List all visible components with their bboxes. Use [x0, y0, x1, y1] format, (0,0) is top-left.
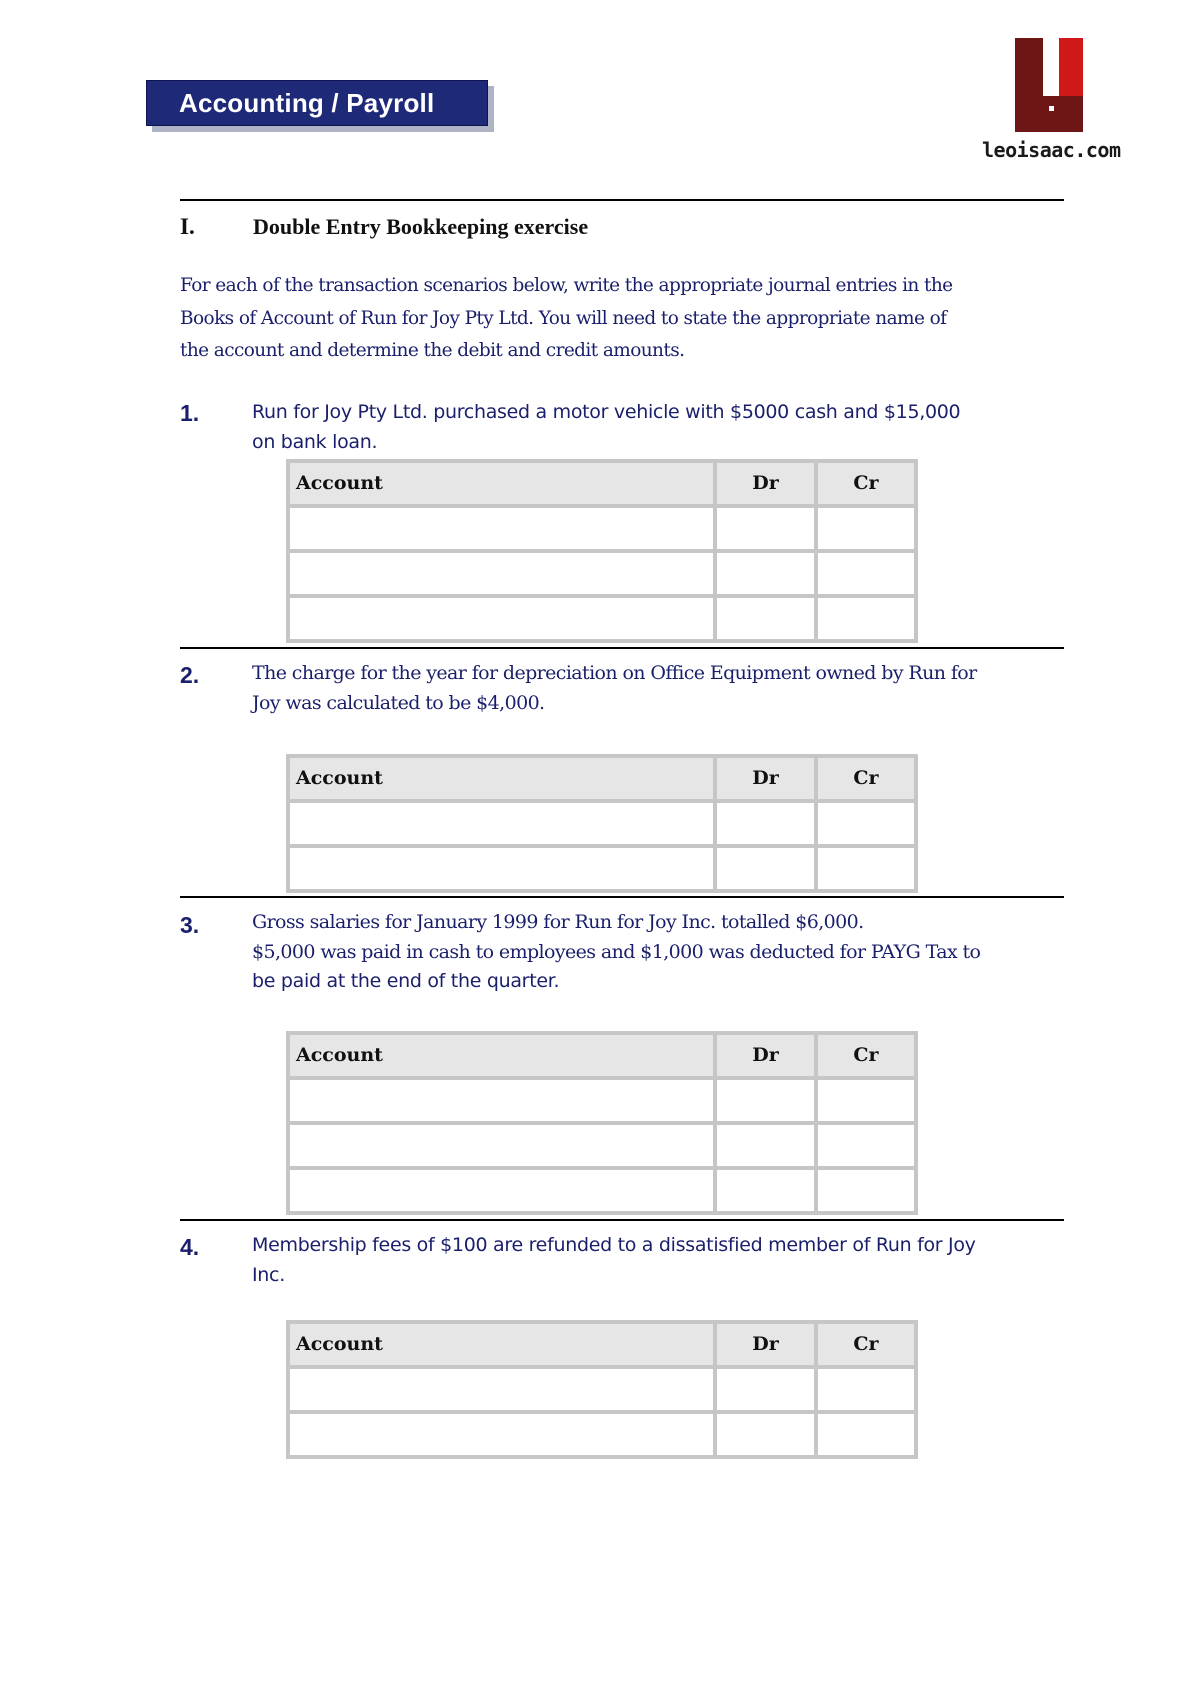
account-cell[interactable]: [290, 598, 713, 639]
table-row: [290, 1414, 914, 1455]
question-line: Run for Joy Pty Ltd. purchased a motor vehicle with $5000 cash and $15,000: [252, 401, 961, 423]
header-cr: Cr: [853, 767, 879, 789]
credit-cell[interactable]: [818, 1170, 914, 1211]
question-line: Gross salaries for January 1999 for Run for Joy Inc. totalled $6,000.: [252, 911, 864, 933]
header-cr: Cr: [853, 1333, 879, 1355]
question-line: The charge for the year for depreciation on Office Equipment owned by Run for: [252, 662, 977, 684]
debit-cell[interactable]: [717, 553, 814, 594]
journal-table-3: [286, 1031, 918, 1215]
question-line: Joy was calculated to be $4,000.: [252, 691, 545, 714]
logo-text: leoisaac.com: [982, 138, 1121, 162]
account-cell[interactable]: [290, 1080, 713, 1121]
header-dr: Dr: [752, 767, 779, 789]
debit-cell[interactable]: [717, 598, 814, 639]
question-2-text: [252, 659, 1062, 718]
intro-line: the account and determine the debit and credit amounts.: [180, 340, 685, 361]
account-cell[interactable]: [290, 803, 713, 844]
leoisaac-logo-icon: [1015, 38, 1083, 132]
question-4-number: 4.: [180, 1234, 200, 1260]
table-row: [290, 1125, 914, 1166]
journal-table-1: [286, 459, 918, 643]
header-dr: Dr: [752, 1333, 779, 1355]
credit-cell[interactable]: [818, 1369, 914, 1410]
credit-cell[interactable]: [818, 1125, 914, 1166]
credit-cell[interactable]: [818, 848, 914, 889]
credit-cell[interactable]: [818, 553, 914, 594]
section-title: Double Entry Bookkeeping exercise: [253, 214, 589, 239]
divider-3: [180, 1219, 1064, 1221]
account-cell[interactable]: [290, 553, 713, 594]
credit-cell[interactable]: [818, 598, 914, 639]
table-row: [290, 1369, 914, 1410]
journal-table-2: [286, 754, 918, 893]
question-line: $5,000 was paid in cash to employees and $1,000 was deducted for PAYG Tax to: [252, 940, 981, 963]
debit-cell[interactable]: [717, 1080, 814, 1121]
question-1-number: 1.: [180, 400, 200, 426]
intro-line: Books of Account of Run for Joy Pty Ltd. You will need to state the appropriate name of: [180, 307, 947, 329]
intro-line: For each of the transaction scenarios below, write the appropriate journal entries in the: [180, 275, 953, 296]
header-account: Account: [296, 1044, 383, 1066]
debit-cell[interactable]: [717, 1125, 814, 1166]
header-cr: Cr: [853, 1044, 879, 1066]
table-row: [290, 553, 914, 594]
header-account: Account: [296, 472, 383, 494]
question-3-text: [252, 908, 1062, 997]
account-cell[interactable]: [290, 1170, 713, 1211]
intro-paragraph: [180, 270, 1060, 368]
debit-cell[interactable]: [717, 803, 814, 844]
table-header-row: [290, 463, 914, 504]
question-line: Inc.: [252, 1263, 285, 1286]
credit-cell[interactable]: [818, 803, 914, 844]
credit-cell[interactable]: [818, 1414, 914, 1455]
question-line: be paid at the end of the quarter.: [252, 970, 560, 992]
header-dr: Dr: [752, 472, 779, 494]
question-line: Membership fees of $100 are refunded to a dissatisfied member of Run for Joy: [252, 1234, 976, 1256]
account-cell[interactable]: [290, 848, 713, 889]
table-row: [290, 598, 914, 639]
credit-cell[interactable]: [818, 508, 914, 549]
question-3-number: 3.: [180, 912, 200, 938]
debit-cell[interactable]: [717, 1369, 814, 1410]
header-account: Account: [296, 767, 383, 789]
account-cell[interactable]: [290, 1125, 713, 1166]
question-line: on bank loan.: [252, 430, 378, 453]
account-cell[interactable]: [290, 1369, 713, 1410]
divider-1: [180, 647, 1064, 649]
account-cell[interactable]: [290, 508, 713, 549]
question-1-text: [252, 398, 1062, 457]
table-header-row: [290, 758, 914, 799]
table-header-row: [290, 1035, 914, 1076]
journal-table-4: [286, 1320, 918, 1459]
table-row: [290, 1170, 914, 1211]
table-row: [290, 508, 914, 549]
table-header-row: [290, 1324, 914, 1365]
divider-2: [180, 896, 1064, 898]
divider-top: [180, 199, 1064, 201]
header-banner: [146, 80, 488, 126]
header-cr: Cr: [853, 472, 879, 494]
banner-title: Accounting / Payroll: [179, 88, 435, 118]
section-number: I.: [180, 214, 195, 239]
header-dr: Dr: [752, 1044, 779, 1066]
table-row: [290, 848, 914, 889]
debit-cell[interactable]: [717, 848, 814, 889]
debit-cell[interactable]: [717, 1170, 814, 1211]
table-row: [290, 803, 914, 844]
header-account: Account: [296, 1333, 383, 1355]
debit-cell[interactable]: [717, 508, 814, 549]
question-4-text: [252, 1231, 1062, 1290]
question-2-number: 2.: [180, 662, 200, 688]
account-cell[interactable]: [290, 1414, 713, 1455]
debit-cell[interactable]: [717, 1414, 814, 1455]
table-row: [290, 1080, 914, 1121]
credit-cell[interactable]: [818, 1080, 914, 1121]
